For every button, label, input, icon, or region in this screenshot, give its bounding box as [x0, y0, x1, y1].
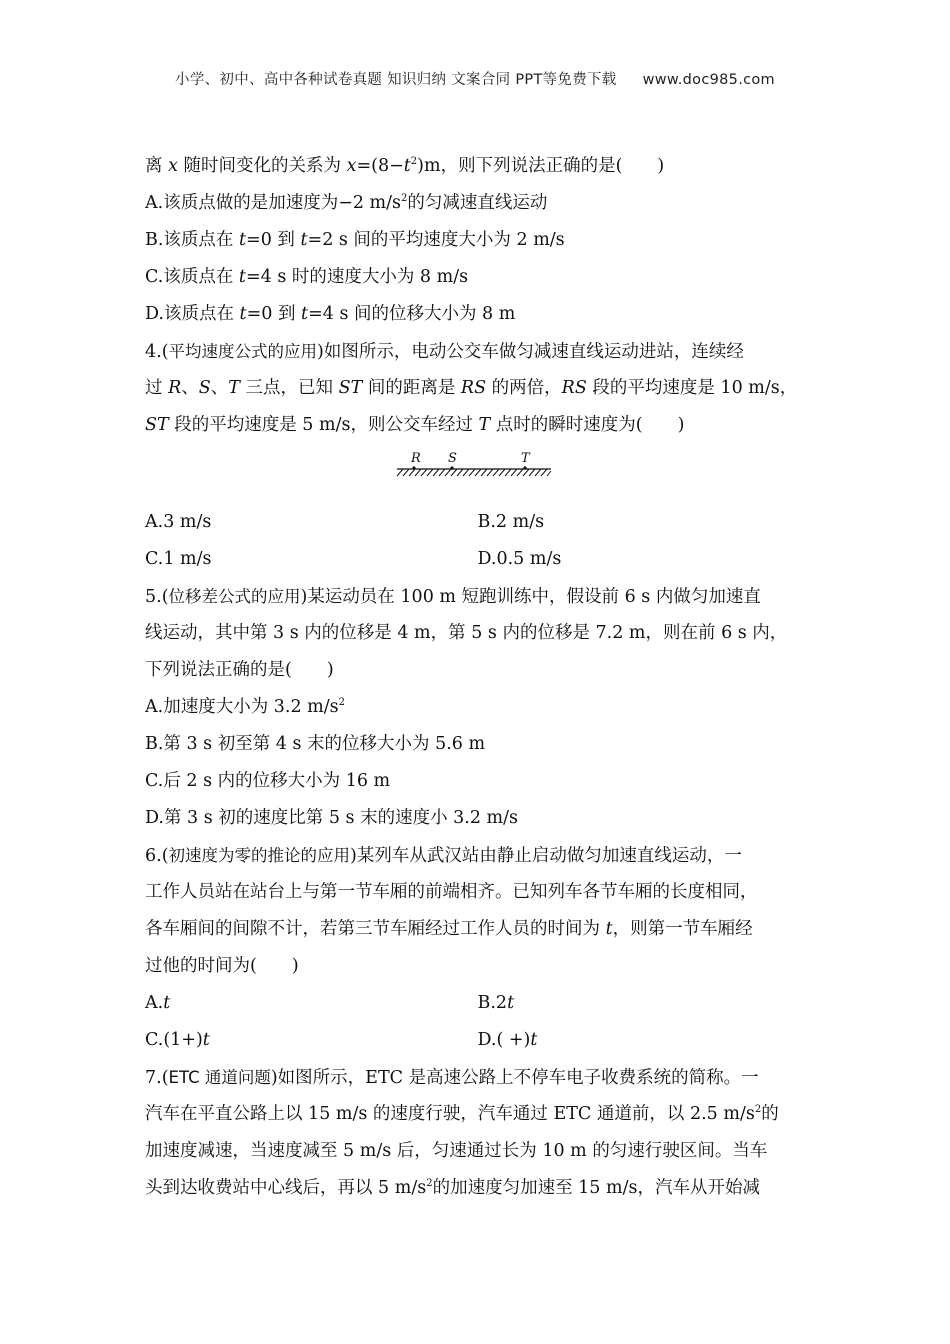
- q4-option-b: B.2 m/s: [477, 512, 545, 532]
- page-header: [0, 68, 950, 89]
- q4-road-diagram: [145, 444, 810, 504]
- q5-option-a: A.加速度大小为 3.2 $m/s^2$: [145, 697, 346, 717]
- q3-stem: 离 x 随时间变化的关系为 $x=(8-t^2)m$，则下列说法正确的是( ): [145, 156, 665, 176]
- q5-stem-line-2: 线运动，其中第 3 s 内的位移是 4 m，第 5 s 内的位移是 7.2 m，则在前 6 s 内，: [145, 623, 788, 643]
- q5-stem-line-3: 下列说法正确的是( ): [145, 660, 334, 680]
- q6-stem-line-4: 过他的时间为( ): [145, 956, 299, 976]
- q6-option-c: C.(1+)t: [145, 1030, 210, 1050]
- q4-options-row-1: [145, 504, 810, 541]
- q4-options-row-2: [145, 541, 810, 578]
- point-label-s: S: [448, 451, 457, 466]
- q4-stem-line-2: 过 R、S、T 三点，已知 ST 间的距离是 RS 的两倍，RS 段的平均速度是 10 m/s，: [145, 378, 798, 398]
- q4-option-a: A.3 m/s: [145, 512, 212, 532]
- q7-stem-line-1: 7.(ETC 通道问题)如图所示，ETC 是高速公路上不停车电子收费系统的简称。一: [145, 1068, 759, 1088]
- header-site-link[interactable]: www.doc985.com: [642, 72, 775, 88]
- q6-topic-tag: 初速度为零的推论的应用: [168, 846, 351, 865]
- q5-option-c: C.后 2 s 内的位移大小为 16 m: [145, 771, 391, 791]
- road-diagram-svg: [395, 450, 555, 490]
- document-body: [145, 148, 810, 1207]
- q6-option-d: D.( +)t: [477, 1030, 538, 1050]
- point-label-r: R: [411, 451, 421, 466]
- q6-option-b: B.2t: [477, 993, 515, 1013]
- q6-stem-line-3: 各车厢间的间隙不计，若第三节车厢经过工作人员的时间为 t，则第一节车厢经: [145, 919, 753, 939]
- q3-option-a: A.该质点做的是加速度为−2 $m/s^2$的匀减速直线运动: [145, 193, 548, 213]
- q3-option-d: D.该质点在 t=0 到 t=4 s 间的位移大小为 8 m: [145, 304, 516, 324]
- q3-option-c: C.该质点在 t=4 s 时的速度大小为 8 m/s: [145, 267, 469, 287]
- q6-options-row-2: [145, 1022, 810, 1059]
- q6-stem-line-1: 6.(初速度为零的推论的应用)某列车从武汉站由静止启动做匀加速直线运动，一: [145, 846, 742, 866]
- header-text: 小学、初中、高中各种试卷真题 知识归纳 文案合同 PPT等免费下载: [175, 72, 617, 88]
- q6-stem-line-2: 工作人员站在站台上与第一节车厢的前端相齐。已知列车各节车厢的长度相同，: [145, 882, 758, 902]
- q4-option-c: C.1 m/s: [145, 549, 212, 569]
- q7-stem-line-4: 头到达收费站中心线后，再以 5 $m/s^2$的加速度匀加速至 15 m/s，汽车从开始减: [145, 1178, 760, 1198]
- q7-stem-line-3: 加速度减速，当速度减至 5 m/s 后，匀速通过长为 10 m 的匀速行驶区间。当车: [145, 1141, 768, 1161]
- q6-options-row-1: [145, 985, 810, 1022]
- q7-topic-tag: ETC 通道问题: [168, 1068, 271, 1087]
- q4-stem-line-1: 4.(平均速度公式的应用)如图所示，电动公交车做匀减速直线运动进站，连续经: [145, 342, 744, 362]
- q3-option-b: B.该质点在 t=0 到 t=2 s 间的平均速度大小为 2 m/s: [145, 230, 565, 250]
- q5-option-d: D.第 3 s 初的速度比第 5 s 末的速度小 3.2 m/s: [145, 808, 519, 828]
- point-label-t: T: [521, 451, 530, 466]
- q7-stem-line-2: 汽车在平直公路上以 15 m/s 的速度行驶，汽车通过 ETC 通道前，以 2.5 $m/s^2$的: [145, 1104, 779, 1124]
- q5-stem-line-1: 5.(位移差公式的应用)某运动员在 100 m 短跑训练中，假设前 6 s 内做匀加速直: [145, 587, 761, 607]
- q4-stem-line-3: ST 段的平均速度是 5 m/s，则公交车经过 T 点时的瞬时速度为( ): [145, 415, 685, 435]
- q4-option-d: D.0.5 m/s: [477, 549, 562, 569]
- road-hatching: [397, 469, 551, 476]
- q5-topic-tag: 位移差公式的应用: [168, 587, 301, 606]
- q6-option-a: A.t: [145, 993, 171, 1013]
- q5-option-b: B.第 3 s 初至第 4 s 末的位移大小为 5.6 m: [145, 734, 486, 754]
- q4-topic-tag: 平均速度公式的应用: [168, 342, 318, 361]
